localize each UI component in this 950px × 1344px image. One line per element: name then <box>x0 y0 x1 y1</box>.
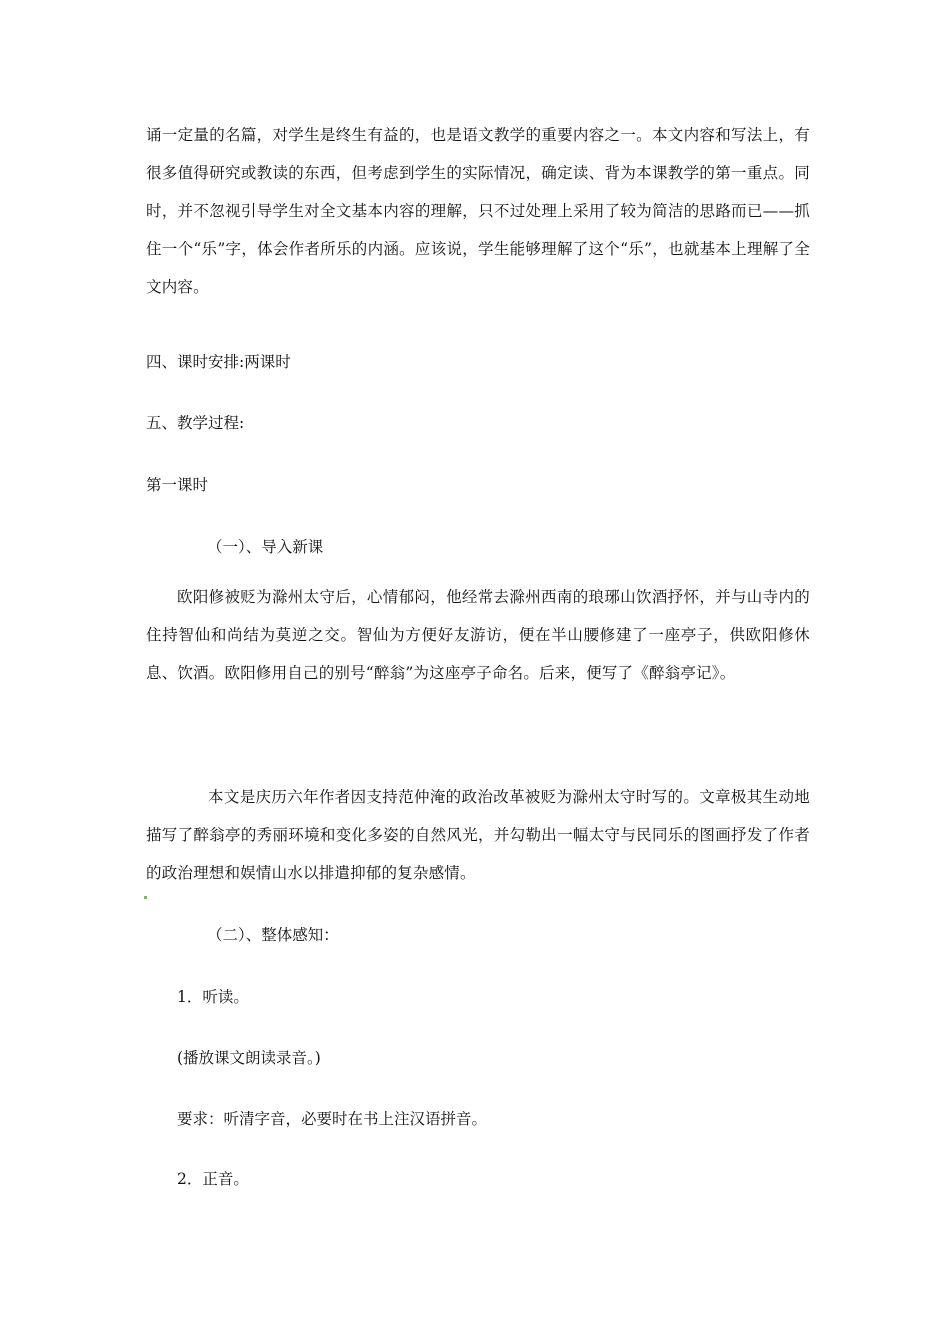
lesson-one-heading: 第一课时 <box>146 476 209 494</box>
section-five-process: 五、教学过程: <box>146 414 245 432</box>
step-one-listen: 1．听读。 <box>177 988 249 1006</box>
part-one-paragraph: 欧阳修被贬为滁州太守后，心情郁闷，他经常去滁州西南的琅琊山饮酒抒怀，并与山寺内的住持智仙和尚结为莫逆之交。智仙为方便好友游访，便在半山腰修建了一座亭子，供欧阳修休息、饮酒。欧阳修用自己的别号“醉翁”为这座亭子命名。后来，便写了《醉翁亭记》。 <box>146 588 810 682</box>
intro-paragraph: 诵一定量的名篇，对学生是终生有益的，也是语文教学的重要内容之一。本文内容和写法上，有很多值得研究或教读的东西，但考虑到学生的实际情况，确定读、背为本课教学的第一重点。同时，并不忽视引导学生对全文基本内容的理解，只不过处理上采用了较为简洁的思路而已——抓住一个“乐”字，体会作者所乐的内涵。应该说，学生能够理解了这个“乐”，也就基本上理解了全文内容。 <box>146 126 810 296</box>
part-one-heading: （一）、导入新课 <box>207 538 324 556</box>
step-two-pronunciation: 2．正音。 <box>177 1170 249 1188</box>
background-paragraph: 本文是庆历六年作者因支持范仲淹的政治改革被贬为滁州太守时写的。文章极其生动地描写了醉翁亭的秀丽环境和变化多姿的自然风光，并勾勒出一幅太守与民同乐的图画抒发了作者的政治理想和娱情山水以排遣抑郁的复杂感情。 <box>146 788 810 882</box>
part-two-heading: （二）、整体感知： <box>207 926 339 944</box>
step-one-note: (播放课文朗读录音。) <box>177 1049 321 1067</box>
section-four-schedule: 四、课时安排:两课时 <box>146 353 291 371</box>
stray-mark <box>144 896 147 899</box>
step-one-requirement: 要求：听清字音，必要时在书上注汉语拼音。 <box>177 1110 488 1128</box>
